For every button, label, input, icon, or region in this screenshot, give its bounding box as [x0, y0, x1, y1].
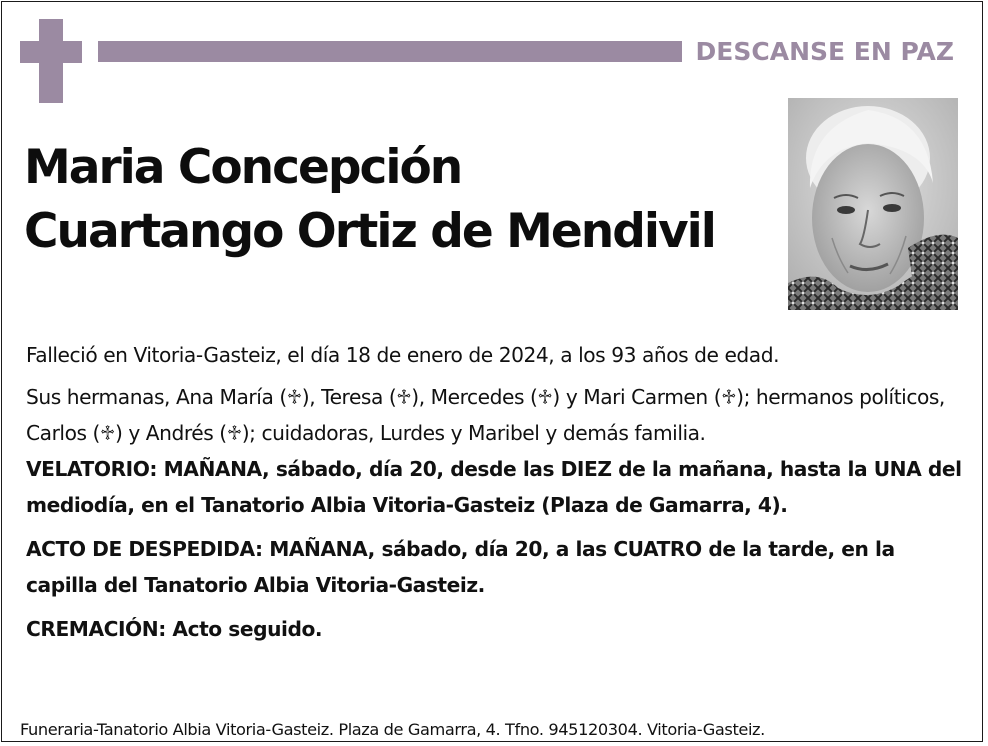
portrait-photo	[788, 98, 958, 310]
farewell-notice: ACTO DE DESPEDIDA: MAÑANA, sábado, día 20, a las CUATRO de la tarde, en la capilla del Tanatorio Albia Vitoria-Gasteiz.	[26, 537, 895, 597]
deceased-name	[24, 136, 784, 264]
cremation-notice: CREMACIÓN: Acto seguido.	[26, 617, 323, 641]
funeral-home-footer: Funeraria-Tanatorio Albia Vitoria-Gasteiz. Plaza de Gamarra, 4. Tfno. 945120304. Vitoria-Gasteiz.	[20, 720, 765, 739]
obituary-card	[1, 1, 983, 742]
obituary-body	[26, 337, 966, 647]
header-divider-bar	[98, 41, 682, 62]
velatorio-notice: VELATORIO: MAÑANA, sábado, día 20, desde las DIEZ de la mañana, hasta la UNA del mediodía, en el Tanatorio Albia Vitoria-Gasteiz (Plaza de Gamarra, 4).	[26, 457, 962, 517]
death-notice: Falleció en Vitoria-Gasteiz, el día 18 de enero de 2024, a los 93 años de edad.	[26, 343, 780, 367]
deceased-first-names: Maria Concepción	[24, 140, 462, 195]
header-label: DESCANSE EN PAZ	[695, 37, 954, 66]
cross-icon-bar	[20, 41, 82, 63]
deceased-surnames: Cuartango Ortiz de Mendivil	[24, 204, 715, 259]
family-notice: Sus hermanas, Ana María (♱), Teresa (♱), Mercedes (♱) y Mari Carmen (♱); hermanos políticos, Carlos (♱) y Andrés (♱); cuidadoras, Lurdes y Maribel y demás familia.	[26, 385, 945, 445]
portrait-image	[788, 98, 958, 310]
